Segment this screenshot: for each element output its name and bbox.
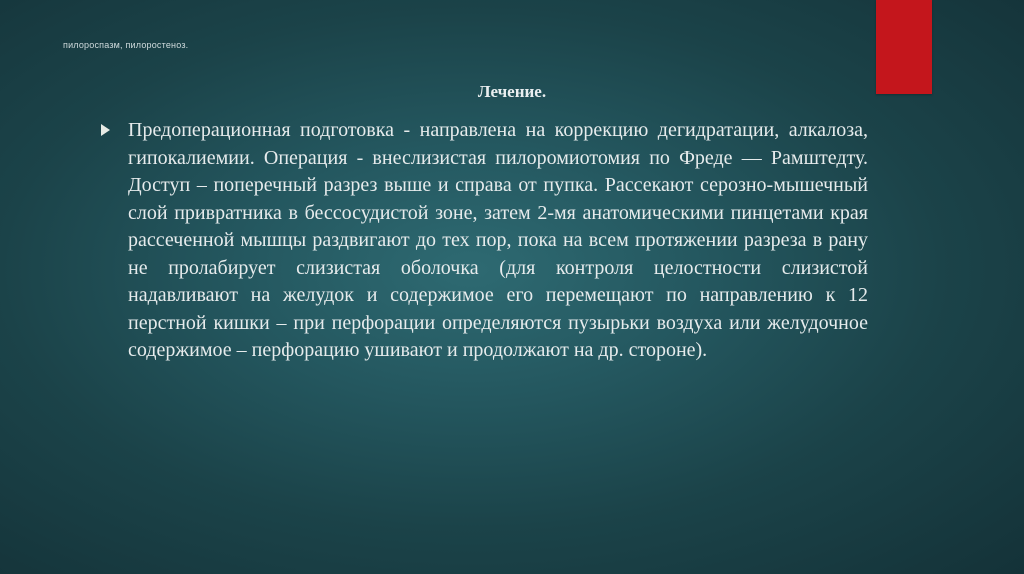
- bullet-text: Предоперационная подготовка - направлена на коррекцию дегидратации, алкалоза, гипокалиемии. Операция - внеслизистая пилоромиотомия по Фреде — Рамштедту. Доступ – поперечный разрез выше и справа от пупка. Рассекают серозно-мышечный слой привратника в бессосудистой зоне, затем 2-мя анатомическими пинцетами края рассеченной мышцы раздвигают до тех пор, пока на всем протяжении разреза в рану не пролабирует слизистая оболочка (для контроля целостности слизистой надавливают на желудок и содержимое его перемещают по направлению к 12 перстной кишки – при перфорации определяются пузырьки воздуха или желудочное содержимое – перфорацию ушивают и продолжают на др. стороне).: [128, 119, 868, 361]
- accent-bar: [876, 0, 932, 94]
- slide-header: пилороспазм, пилоростеноз.: [63, 40, 189, 50]
- slide-title: Лечение.: [477, 82, 547, 101]
- triangle-right-icon: [101, 124, 110, 136]
